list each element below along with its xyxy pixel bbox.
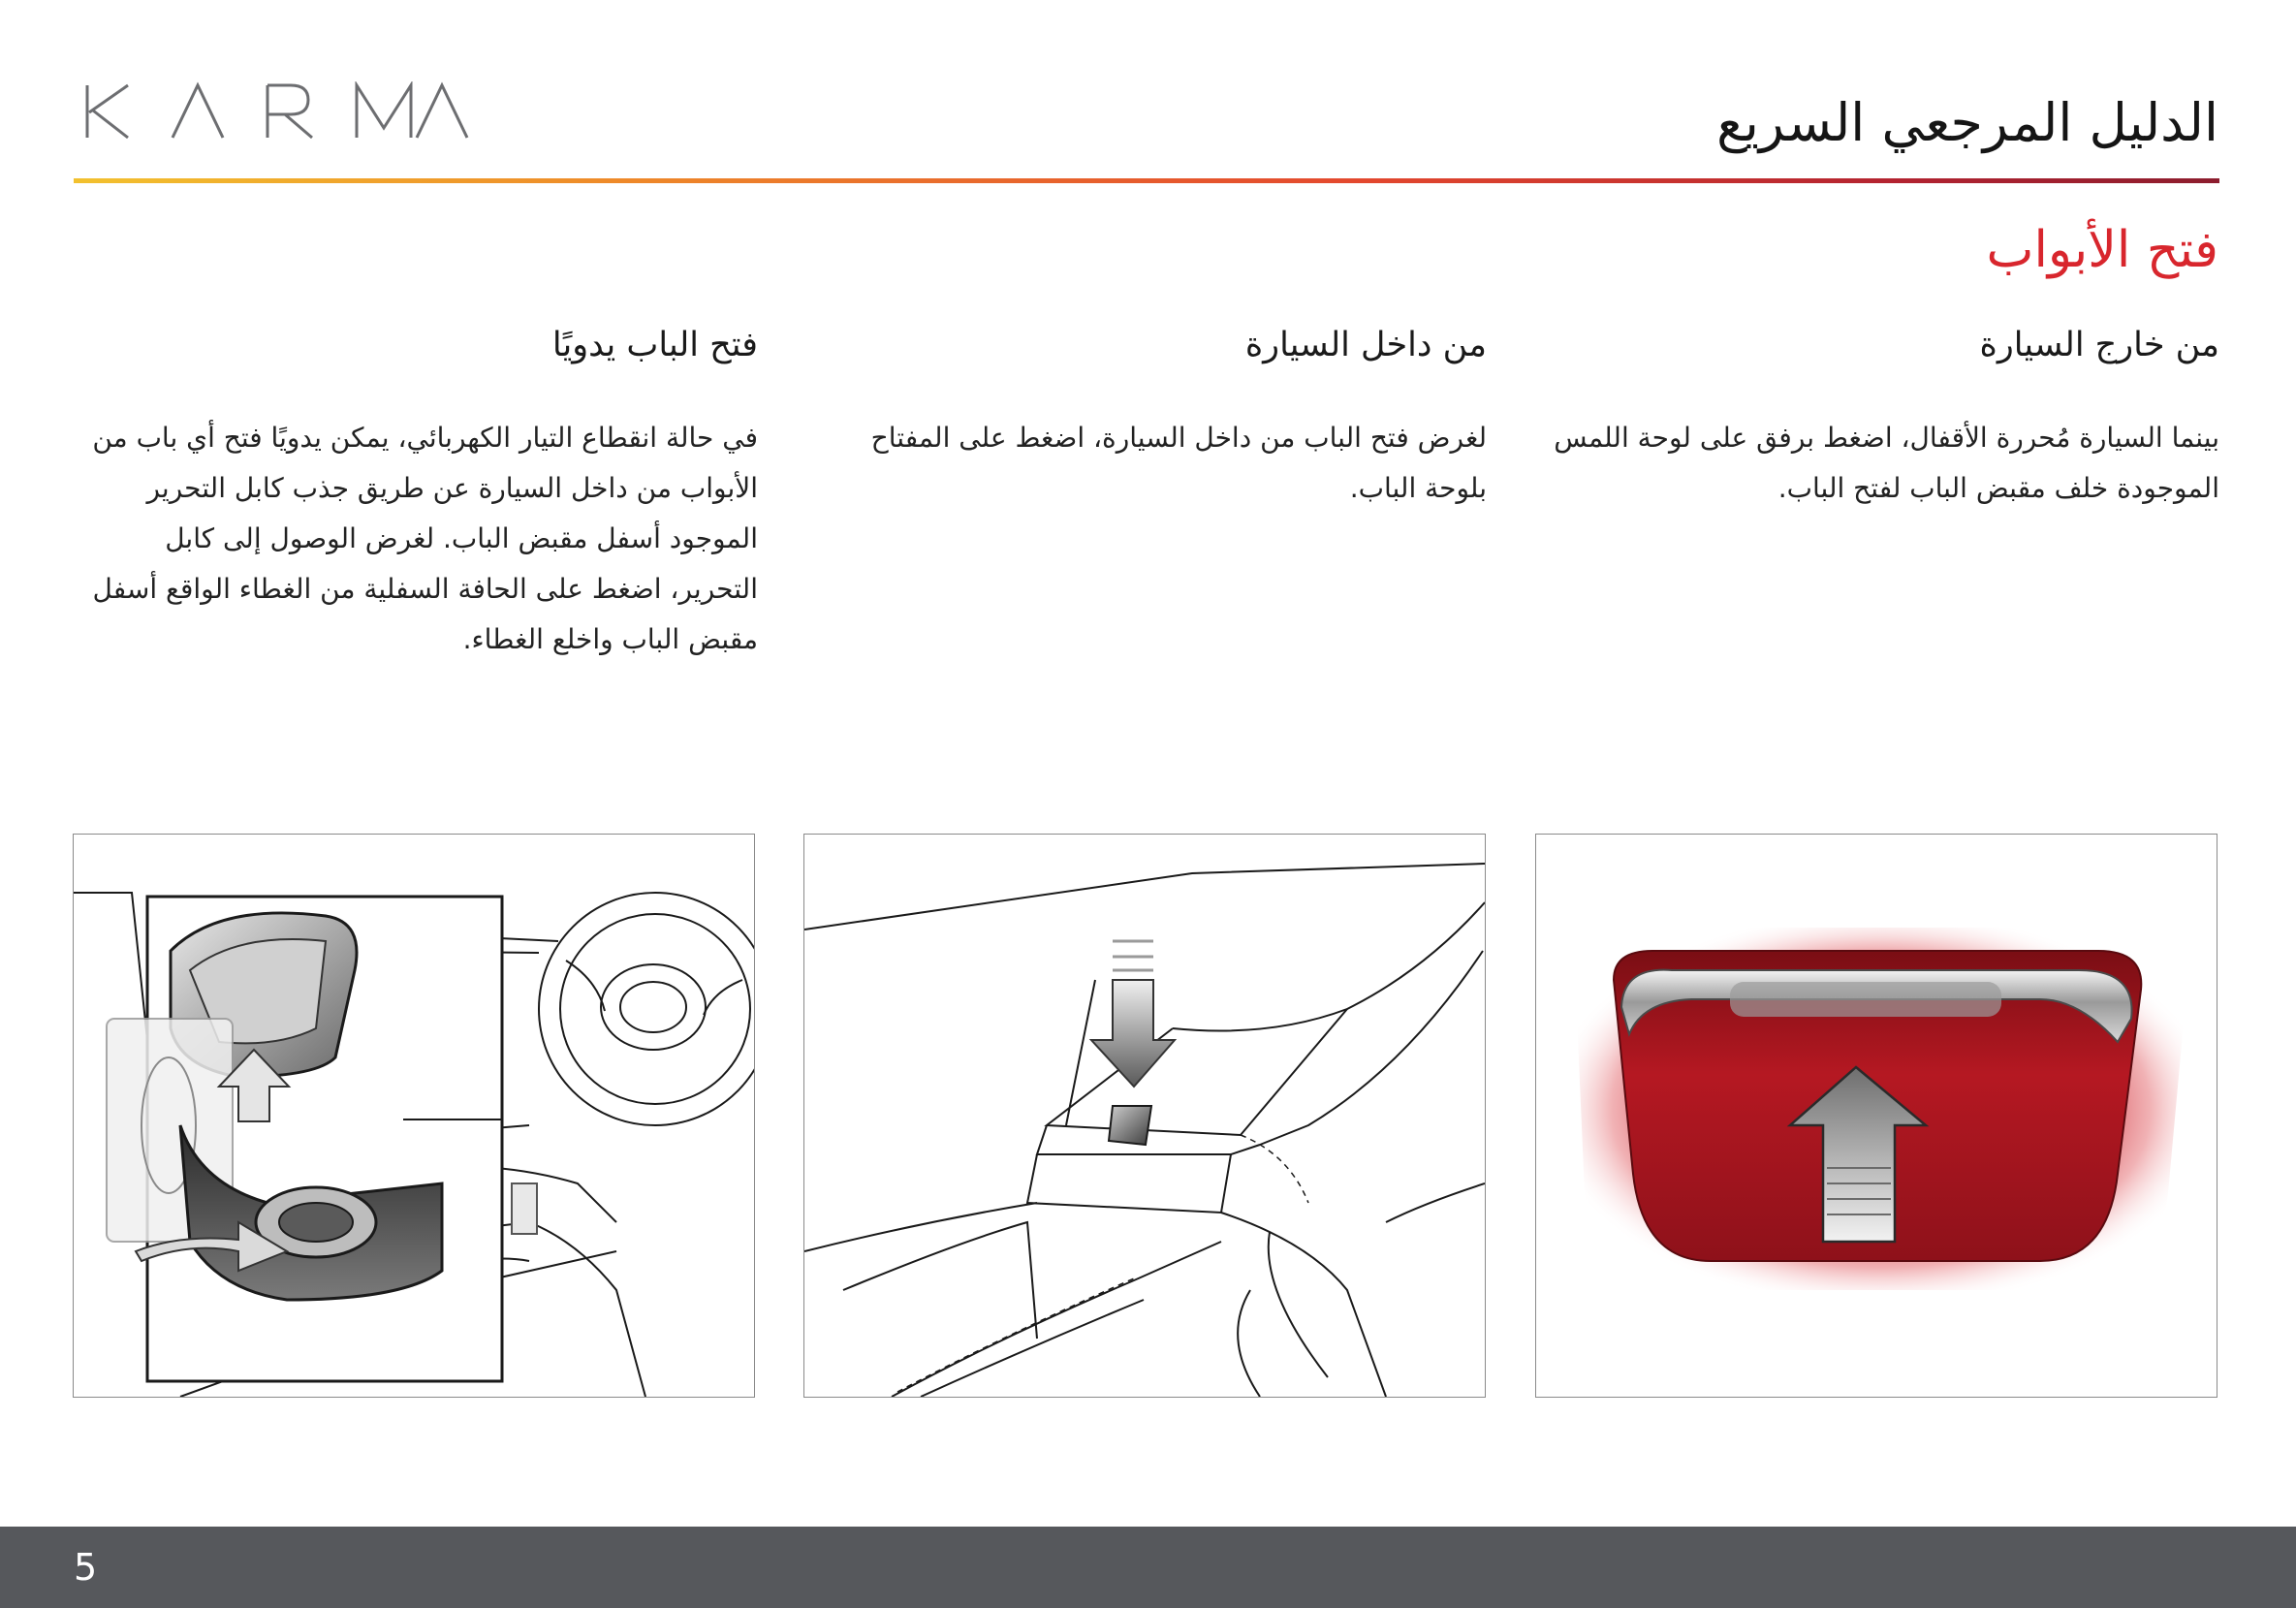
manual-release-cable-illustration [74,835,754,1397]
footer-bar [0,1527,2296,1608]
panel-outside [1535,834,2217,1398]
header-gradient-rule [74,178,2219,183]
manual-heading: فتح الباب يدويًا [551,326,758,364]
panel-manual [73,834,755,1398]
inside-heading: من داخل السيارة [1244,326,1487,364]
document-title: الدليل المرجعي السريع [1716,92,2218,153]
karma-logo [83,81,471,142]
door-handle-touch-pad-illustration [1536,835,2217,1397]
interior-door-switch-illustration [804,835,1485,1397]
column-manual [74,320,758,665]
outside-heading: من خارج السيارة [1979,326,2219,364]
outside-body: بينما السيارة مُحررة الأقفال، اضغط برفق على لوحة اللمس الموجودة خلف مقبض الباب لفتح الباب. [1554,422,2219,504]
page-number: 5 [74,1546,98,1589]
column-inside [802,320,1487,514]
inside-body: لغرض فتح الباب من داخل السيارة، اضغط على المفتاح بلوحة الباب. [870,422,1487,504]
manual-body: في حالة انقطاع التيار الكهربائي، يمكن يدويًا فتح أي باب من الأبواب من داخل السيارة عن طريق جذب كابل التحرير الموجود أسفل مقبض الباب. لغرض الوصول إلى كابل التحرير، اضغط على الحافة السفلية من الغطاء الواقع أسفل مقبض الباب واخلع الغطاء. [92,422,758,655]
column-outside [1535,320,2219,514]
panel-inside [803,834,1486,1398]
section-title: فتح الأبواب [1986,221,2218,279]
